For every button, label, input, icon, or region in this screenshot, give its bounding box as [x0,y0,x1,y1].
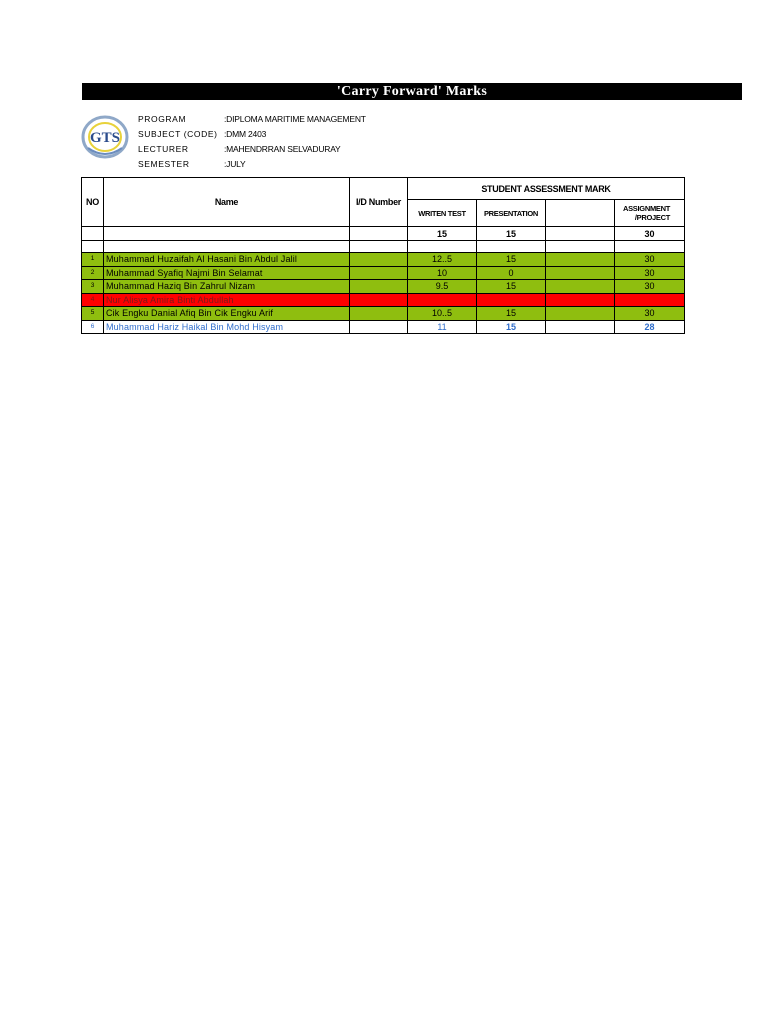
header-no: NO [82,178,104,227]
header-id-number: I/D Number [350,178,408,227]
header-presentation: PRESENTATION [477,200,546,227]
row-presentation [477,293,546,307]
row-written: 10..5 [408,307,477,321]
row-no: 6 [82,320,104,334]
row-blank [546,320,615,334]
row-written: 9.5 [408,280,477,294]
row-assignment: 30 [615,280,685,294]
max-presentation: 15 [477,227,546,241]
header-name: Name [104,178,350,227]
table-row[interactable] [82,307,685,321]
logo-text: GTS [89,130,121,146]
header-assignment-line2: /PROJECT [634,213,670,222]
info-subject [138,127,366,142]
row-blank [546,293,615,307]
table-row[interactable] [82,320,685,334]
row-id [350,280,408,294]
row-assignment: 30 [615,266,685,280]
row-assignment [615,293,685,307]
row-id [350,307,408,321]
row-presentation: 15 [477,307,546,321]
info-value: :DIPLOMA MARITIME MANAGEMENT [224,114,366,124]
table-row[interactable] [82,293,685,307]
marks-table [81,177,685,334]
course-info [138,112,366,172]
row-assignment: 28 [615,320,685,334]
info-value: :MAHENDRRAN SELVADURAY [224,144,341,154]
page-title: 'Carry Forward' Marks [82,83,742,100]
info-semester [138,157,366,172]
info-label: SEMESTER [138,159,190,169]
max-blank [546,227,615,241]
row-blank [546,280,615,294]
row-written: 11 [408,320,477,334]
row-written: 10 [408,266,477,280]
info-value: :JULY [224,159,246,169]
row-id [350,320,408,334]
max-assignment: 30 [615,227,685,241]
header-student-assessment: STUDENT ASSESSMENT MARK [408,178,685,200]
header-assignment-line1: ASSIGNMENT [622,204,670,213]
row-name: Cik Engku Danial Afiq Bin Cik Engku Arif [104,307,350,321]
row-name: Muhammad Huzaifah Al Hasani Bin Abdul Jalil [104,253,350,267]
table-row[interactable] [82,266,685,280]
cell-empty [350,227,408,241]
max-written: 15 [408,227,477,241]
row-id [350,266,408,280]
table-row[interactable] [82,253,685,267]
row-assignment: 30 [615,307,685,321]
row-id [350,253,408,267]
row-written [408,293,477,307]
header-assignment [615,200,685,227]
info-lecturer [138,142,366,157]
row-written: 12..5 [408,253,477,267]
cell-empty [82,227,104,241]
school-logo [80,114,130,160]
row-no: 2 [82,266,104,280]
info-label: PROGRAM [138,114,187,124]
info-program [138,112,366,127]
row-presentation: 15 [477,320,546,334]
row-assignment: 30 [615,253,685,267]
row-blank [546,266,615,280]
row-presentation: 15 [477,253,546,267]
spacer-row [82,241,685,253]
info-label: LECTURER [138,144,189,154]
row-no: 1 [82,253,104,267]
row-presentation: 0 [477,266,546,280]
row-id [350,293,408,307]
cell-empty [104,227,350,241]
row-name: Muhammad Syafiq Najmi Bin Selamat [104,266,350,280]
row-blank [546,253,615,267]
row-no: 4 [82,293,104,307]
row-name: Muhammad Hariz Haikal Bin Mohd Hisyam [104,320,350,334]
row-name: Muhammad Haziq Bin Zahrul Nizam [104,280,350,294]
row-presentation: 15 [477,280,546,294]
info-value: :DMM 2403 [224,129,267,139]
header-written-test: WRITEN TEST [408,200,477,227]
row-no: 3 [82,280,104,294]
header-blank [546,200,615,227]
row-name: Nur Alisya Amira Binti Abdullah [104,293,350,307]
row-no: 5 [82,307,104,321]
max-marks-row [82,227,685,241]
row-blank [546,307,615,321]
table-row[interactable] [82,280,685,294]
info-label: SUBJECT (CODE) [138,129,218,139]
